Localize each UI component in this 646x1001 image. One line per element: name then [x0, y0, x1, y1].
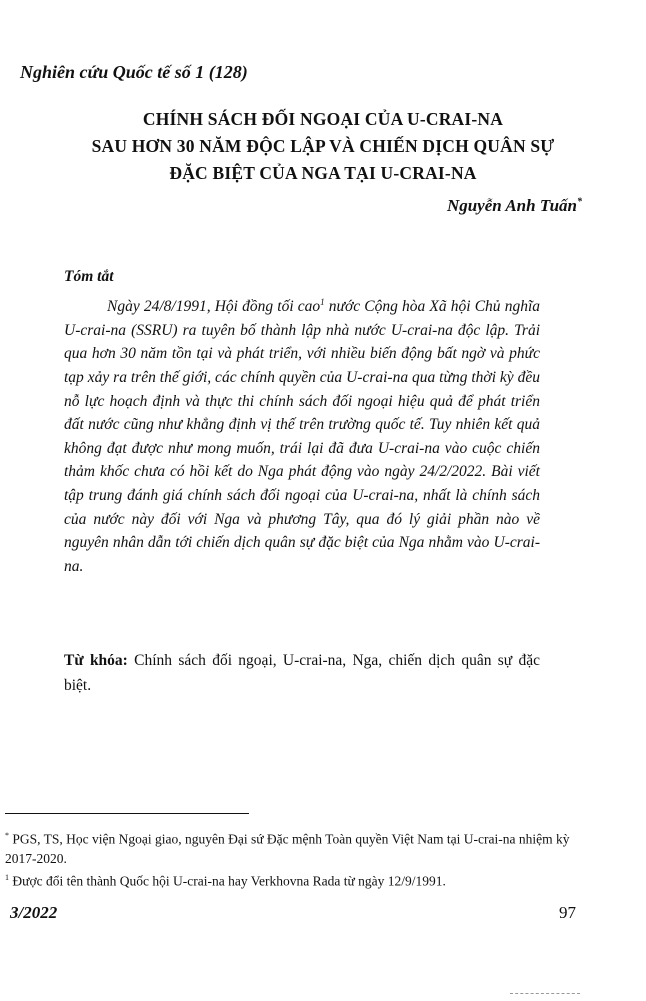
keywords [64, 648, 540, 698]
footnote-divider [5, 813, 249, 814]
author-footnote-mark: * [577, 196, 582, 208]
abstract-text-rest: nước Cộng hòa Xã hội Chủ nghĩa U-crai-na (SSRU) ra tuyên bố thành lập nhà nước U-crai-na độc lập. Trải qua hơn 30 năm tồn tại và phát triển, với nhiều biến động bất ngờ và phức tạp xảy ra trên thế giới, các chính quyền của U-crai-na qua từng thời kỳ đều nỗ lực hoạch định và thực thi chính sách đối ngoại hiệu quả để phát triển đất nước cũng như khẳng định vị thế trên trường quốc tế. Tuy nhiên kết quả không đạt được như mong muốn, trái lại đã đưa U-crai-na vào cuộc chiến thảm khốc chưa có hồi kết do Nga phát động vào ngày 24/2/2022. Bài viết tập trung đánh giá chính sách đối ngoại của U-crai-na, nhất là chính sách của nước này đối với Nga và phương Tây, qua đó lý giải phần nào về nguyên nhân dẫn tới chiến dịch quân sự đặc biệt của Nga nhằm vào U-crai-na. [64, 298, 540, 575]
footnote-mark: 1 [5, 872, 9, 882]
journal-header: Nghiên cứu Quốc tế số 1 (128) [20, 62, 248, 82]
article-title [0, 106, 646, 187]
footnote-mark: * [5, 831, 9, 840]
footnote-item [5, 826, 578, 868]
title-line: ĐẶC BIỆT CỦA NGA TẠI U-CRAI-NA [169, 163, 477, 183]
issue-number: 3/2022 [10, 903, 58, 922]
footnote-item [5, 868, 578, 891]
page-number: 97 [559, 903, 576, 922]
keywords-label: Từ khóa: [64, 652, 128, 669]
author-name: Nguyễn Anh Tuấn [446, 196, 577, 215]
keywords-text: Chính sách đối ngoại, U-crai-na, Nga, chiến dịch quân sự đặc biệt. [64, 652, 541, 694]
author-byline [447, 196, 582, 216]
abstract-text-start: Ngày 24/8/1991, Hội đồng tối cao [107, 298, 321, 316]
title-line: CHÍNH SÁCH ĐỐI NGOẠI CỦA U-CRAI-NA [142, 109, 504, 129]
abstract-heading: Tóm tắt [64, 268, 114, 285]
scan-edge-mark [510, 993, 580, 994]
footnote-ref: 1 [320, 297, 325, 307]
footnotes [5, 826, 578, 890]
footnote-text: PGS, TS, Học viện Ngoại giao, nguyên Đại sứ Đặc mệnh Toàn quyền Việt Nam tại U-crai-na nhiệm kỳ 2017-2020. [5, 831, 570, 866]
abstract-body [64, 291, 540, 578]
footnote-text: Được đổi tên thành Quốc hội U-crai-na hay Verkhovna Rada từ ngày 12/9/1991. [9, 873, 446, 888]
title-line: SAU HƠN 30 NĂM ĐỘC LẬP VÀ CHIẾN DỊCH QUÂN SỰ [91, 136, 555, 156]
